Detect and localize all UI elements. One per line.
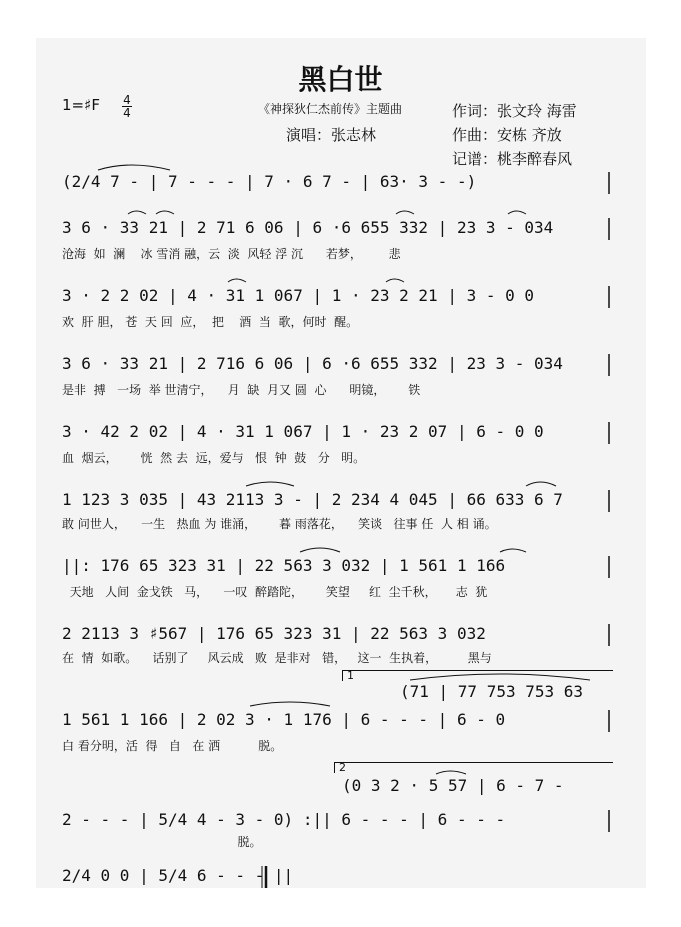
slur — [410, 674, 590, 680]
volta-1-bracket: 1 — [342, 670, 613, 681]
lyrics-line-4: 血 烟云， 恍 然 去 远，爱与 恨 钟 鼓 分 明。 — [62, 451, 366, 465]
volta-2-bracket: 2 — [334, 762, 613, 773]
slur — [98, 165, 170, 170]
lyrics-line-9: 白 看分明，活 得 自 在 洒 脱。 — [62, 739, 283, 753]
music-line-volta1-bridge: (71 | 77 753 753 63 — [400, 682, 584, 701]
subtitle: 《神探狄仁杰前传》主题曲 — [258, 102, 403, 116]
slur — [156, 211, 174, 214]
lyrics-line-7: 在 情 如歌。 话别了 风云成 败 是非对 错， 这一 生执着， 黑与 — [62, 651, 492, 665]
lyrics-line-5: 敢 问世人， 一生 热血 为 谁涌， 暮 雨落花， 笑谈 往事 任 人 相 诵。 — [62, 517, 497, 531]
music-line-3: 3 6 · 33 21 | 2 716 6 06 | 6 ·6 655 332 | 23 3 - 034 — [62, 354, 563, 373]
lyrics-line-11: 脱。 — [62, 835, 262, 849]
slur — [228, 279, 246, 282]
music-line-2: 3 · 2 2 02 | 4 · 31 1 067 | 1 · 23 2 21 | 3 - 0 0 — [62, 286, 535, 305]
slur — [128, 211, 146, 214]
lyrics-line-2: 欢 肝 胆， 苍 天 回 应， 把 酒 当 歌，何时 醒。 — [62, 315, 359, 329]
composer-credit: 作曲：安栋 齐放 — [452, 126, 562, 144]
slur — [250, 702, 330, 706]
music-line-final: 2/4 0 0 | 5/4 6 - - - || — [62, 866, 294, 885]
slur — [436, 771, 466, 774]
lyrics-line-1: 沧海 如 澜 冰 雪消 融，云 淡 风轻 浮 沉 若梦， 悲 — [62, 247, 401, 261]
music-line-9: 1 561 1 166 | 2 02 3 · 1 176 | 6 - - - | 6 - 0 — [62, 710, 506, 729]
music-line-4: 3 · 42 2 02 | 4 · 31 1 067 | 1 · 23 2 07 | 6 - 0 0 — [62, 422, 544, 441]
music-line-1: 3 6 · 33 21 | 2 71 6 06 | 6 ·6 655 332 | 23 3 - 034 — [62, 218, 554, 237]
transcriber-credit: 记谱：桃李醉春风 — [452, 150, 573, 168]
slur — [526, 482, 556, 486]
slur — [300, 548, 340, 552]
slur — [396, 211, 414, 214]
end-barlines — [262, 172, 609, 888]
lyrics-line-6: 天地 人间 金戈铁 马， 一叹 醉踏陀， 笑望 红 尘千秋， 志 犹 — [62, 585, 488, 599]
slurs — [98, 165, 590, 774]
slur — [386, 279, 404, 282]
page-title: 黑白世 — [298, 63, 383, 96]
music-line-11: 2 - - - | 5/4 4 - 3 - 0) :|| 6 - - - | 6 - - - — [62, 810, 506, 829]
slur — [508, 211, 526, 214]
music-line-volta2-bridge: (0 3 2 · 5 57 | 6 - 7 - — [342, 776, 564, 795]
music-line-5: 1 123 3 035 | 43 2113 3 - | 2 234 4 045 | 66 633 6 7 — [62, 490, 563, 509]
music-line-7: 2 2113 3 ♯567 | 176 65 323 31 | 22 563 3 032 — [62, 624, 486, 643]
time-top: 4 — [123, 93, 131, 107]
slur — [246, 482, 294, 486]
lyrics-line-3: 是非 搏 一场 举 世清宁， 月 缺 月又 圆 心 明镜， 铁 — [62, 383, 421, 397]
time-bottom: 4 — [123, 106, 131, 120]
lyricist-credit: 作词：张文玲 海雷 — [452, 102, 577, 120]
slur — [500, 549, 526, 552]
music-line-6: ||: 176 65 323 31 | 22 563 3 032 | 1 561 1 166 — [62, 556, 506, 575]
singer-credit: 演唱：张志林 — [286, 126, 377, 144]
music-line-intro: (2/4 7 - | 7 - - - | 7 · 6 7 - | 63· 3 - -) — [62, 172, 477, 191]
key-signature: 1=♯F — [62, 96, 100, 114]
